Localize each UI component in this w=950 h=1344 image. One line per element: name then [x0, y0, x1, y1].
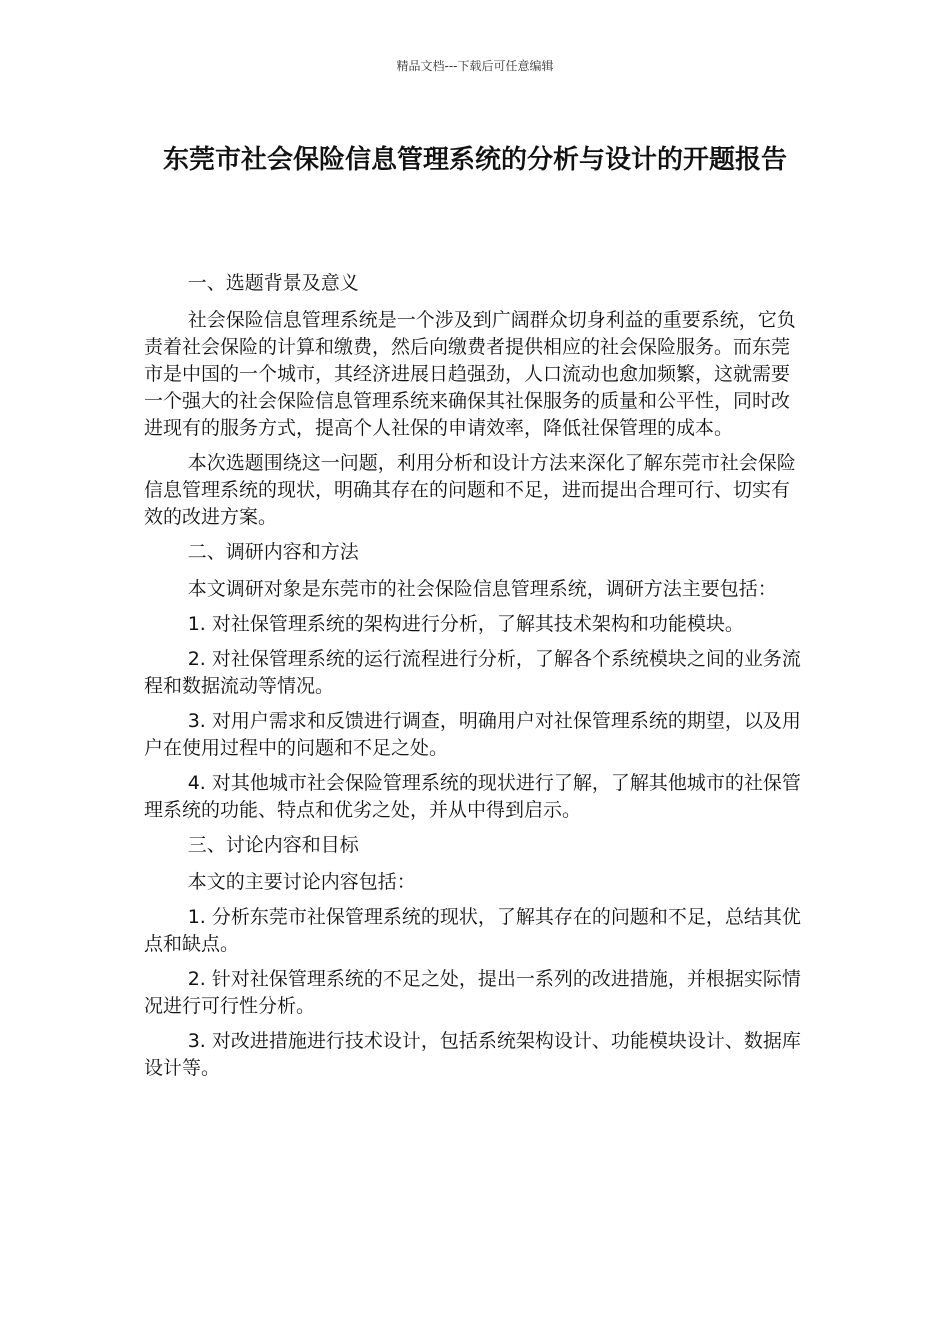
page-header-note: 精品文档---下载后可任意编辑 — [396, 59, 554, 73]
paragraph: 社会保险信息管理系统是一个涉及到广阔群众切身利益的重要系统，它负责着社会保险的计算和缴费，然后向缴费者提供相应的社会保险服务。而东莞市是中国的一个城市，其经济进展日趋强劲，人口流动也愈加频繁，这就需要一个强大的社会保险信息管理系统来确保其社保服务的质量和公平性，同时改进现有的服务方式，提高个人社保的申请效率，降低社保管理的成本。 — [144, 309, 796, 439]
paragraph: 本文的主要讨论内容包括： — [187, 871, 416, 893]
list-item: 3. 对用户需求和反馈进行调查，明确用户对社保管理系统的期望，以及用户在使用过程中的问题和不足之处。 — [144, 710, 801, 759]
paragraph: 本文调研对象是东莞市的社会保险信息管理系统，调研方法主要包括： — [187, 578, 777, 600]
list-item: 1. 分析东莞市社保管理系统的现状，了解其存在的问题和不足，总结其优点和缺点。 — [144, 906, 801, 955]
list-item: 2. 针对社保管理系统的不足之处，提出一系列的改进措施，并根据实际情况进行可行性分析。 — [144, 968, 801, 1017]
list-item: 4. 对其他城市社会保险管理系统的现状进行了解，了解其他城市的社保管理系统的功能、特点和优劣之处，并从中得到启示。 — [144, 772, 801, 821]
section-heading-discussion: 三、讨论内容和目标 — [187, 834, 359, 856]
paragraph: 本次选题围绕这一问题，利用分析和设计方法来深化了解东莞市社会保险信息管理系统的现状，明确其存在的问题和不足，进而提出合理可行、切实有效的改进方案。 — [144, 452, 796, 528]
document-body — [144, 270, 806, 1090]
list-item: 1. 对社保管理系统的架构进行分析，了解其技术架构和功能模块。 — [187, 613, 744, 635]
document-title: 东莞市社会保险信息管理系统的分析与设计的开题报告 — [162, 145, 787, 175]
section-heading-research: 二、调研内容和方法 — [187, 541, 359, 563]
list-item: 2. 对社保管理系统的运行流程进行分析，了解各个系统模块之间的业务流程和数据流动等情况。 — [144, 648, 801, 697]
section-heading-background: 一、选题背景及意义 — [187, 272, 359, 294]
list-item: 3. 对改进措施进行技术设计，包括系统架构设计、功能模块设计、数据库设计等。 — [144, 1030, 801, 1079]
